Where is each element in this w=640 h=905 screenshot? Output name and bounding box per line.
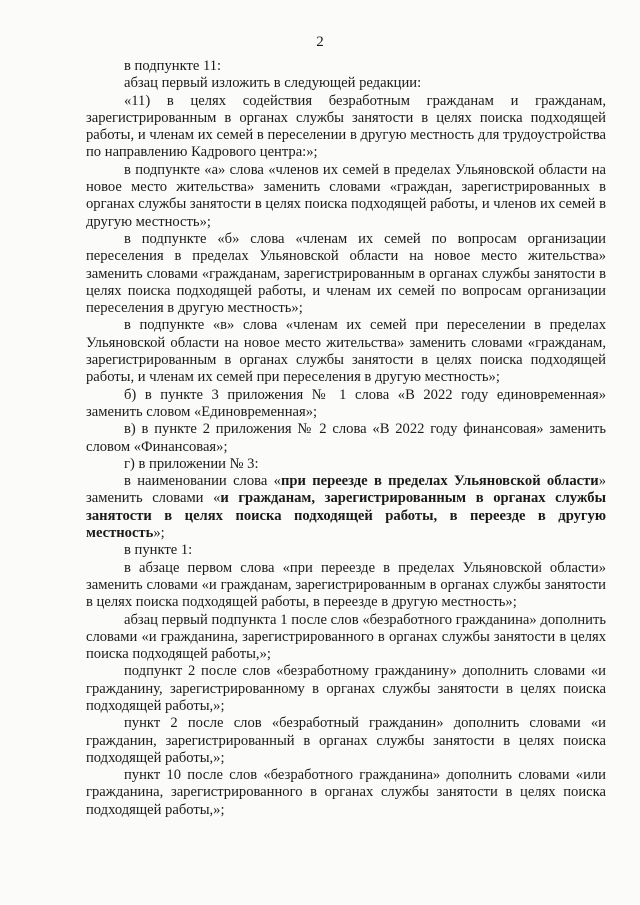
paragraph: в подпункте «а» слова «членов их семей в пределах Ульяновской области на новое место жительства» заменить словами «граждан, зарегистрированных в органах службы занятости в целях поиска подходящей работы, и членов их семей в другую местность»; xyxy=(86,161,606,230)
paragraph: в подпункте 11: xyxy=(124,58,222,74)
bold-text-run: при переезде в пределах Ульяновской области xyxy=(280,473,599,490)
paragraph: в подпункте «б» слова «членам их семей по вопросам организации переселения в пределах Ульяновской области на новое место жительства» заменить словами «гражданам, зарегистрированным в органах службы занятости в целях поиска подходящей работы, и членам их семей по вопросам организации переселения в другую местность»; xyxy=(86,230,606,317)
text-run: » заменить словами « xyxy=(86,473,607,507)
paragraph: в) в пункте 2 приложения № 2 слова «В 2022 году финансовая» заменить словом «Финансовая»; xyxy=(86,421,606,455)
paragraph: в пункте 1: xyxy=(124,542,193,559)
paragraph: г) в приложении № 3: xyxy=(124,455,259,472)
bold-text-run: и гражданам, зарегистрированным в органах службы занятости в целях поиска подходящей работы, в переезде в другую местность xyxy=(86,490,606,542)
paragraph: абзац первый изложить в следующей редакции: xyxy=(124,75,422,92)
document-body xyxy=(86,58,606,819)
paragraph: б) в пункте 3 приложения № 1 слова «В 2022 году единовременная» заменить словом «Единовременная»; xyxy=(86,386,606,420)
page-number: 2 xyxy=(316,34,324,50)
paragraph: «11) в целях содействия безработным гражданам и гражданам, зарегистрированным в органах службы занятости в целях поиска подходящей работы, и членам их семей в переселении в другую местность для трудоустройства по направлению Кадрового центра:»; xyxy=(86,92,606,161)
paragraph: пункт 2 после слов «безработный гражданин» дополнить словами «и гражданин, зарегистрированный в органах службы занятости в целях поиска подходящей работы,»; xyxy=(86,715,606,766)
paragraph-with-bold xyxy=(86,473,606,542)
paragraph: абзац первый подпункта 1 после слов «безработного гражданина» дополнить словами «и гражданина, зарегистрированного в органах службы занятости в целях поиска подходящей работы,»; xyxy=(86,611,606,663)
paragraph: в подпункте «в» слова «членам их семей при переселении в пределах Ульяновской области на новое место жительства» заменить словами «гражданам, зарегистрированным в органах службы занятости в целях поиска подходящей работы, и членам их семей при переселения в другую местность»; xyxy=(86,317,606,386)
paragraph: пункт 10 после слов «безработного гражданина» дополнить словами «или гражданина, зарегистрированного в органах службы занятости в целях поиска подходящей работы,»; xyxy=(86,767,606,818)
paragraph: в абзаце первом слова «при переезде в пределах Ульяновской области» заменить словами «и гражданам, зарегистрированным в органах службы занятости в целях поиска подходящей работы, в переезде в другую местность»; xyxy=(86,559,606,611)
text-run: »; xyxy=(153,525,165,542)
paragraph: подпункт 2 после слов «безработному гражданину» дополнить словами «и гражданину, зарегистрированному в органах службы занятости в целях поиска подходящей работы,»; xyxy=(86,663,606,714)
text-run: в наименовании слова « xyxy=(124,473,281,490)
